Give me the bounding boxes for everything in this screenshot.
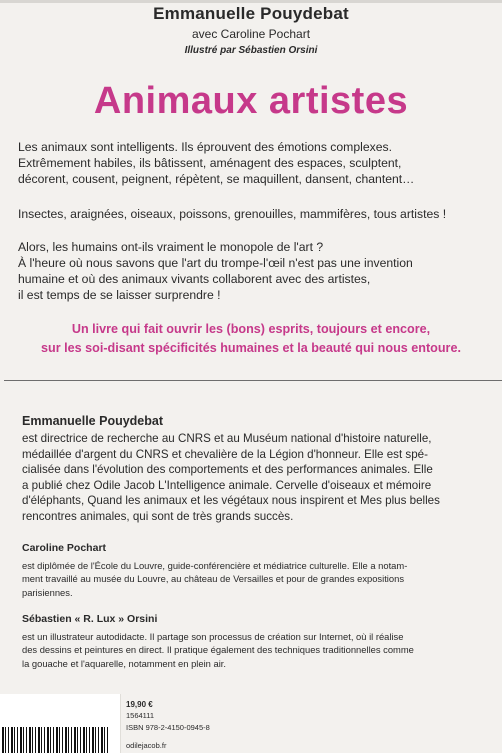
author-name: Emmanuelle Pouydebat <box>153 4 349 23</box>
blurb-line: Extrêmement habiles, ils bâtissent, aménagent des espaces, sculptent, <box>18 156 402 170</box>
bio-line: médaillée d'argent du CNRS et chevalière de la Légion d'honneur. Elle est spé- <box>22 447 428 461</box>
blurb-line: Alors, les humains ont-ils vraiment le monopole de l'art ? <box>18 240 324 254</box>
bio-line: la gouache et l'aquarelle, notamment en plein air. <box>22 657 227 669</box>
blurb-paragraph-2 <box>18 206 498 222</box>
bio-line: rencontres animales, qui sont de très grands succès. <box>22 509 294 523</box>
blurb-line: il est temps de se laisser surprendre ! <box>18 288 221 302</box>
bio-line: est diplômée de l'École du Louvre, guide-conférencière et médiatrice culturelle. Elle a notam- <box>22 560 408 571</box>
book-title: Animaux artistes <box>93 80 409 122</box>
bio-text-author <box>22 431 440 525</box>
publisher-website: odilejacob.fr <box>126 741 167 750</box>
bio-line: parisiennes. <box>22 586 73 598</box>
tagline-line: Un livre qui fait ouvrir les (bons) esprits, toujours et encore, <box>71 322 431 336</box>
coauthor-credit: avec Caroline Pochart <box>191 27 311 41</box>
tagline-line: sur les soi-disant spécificités humaines et la beauté qui nous entoure. <box>41 341 461 355</box>
illustrator-credit: Illustré par Sébastien Orsini <box>184 45 318 56</box>
bio-text-coauthor <box>22 559 407 599</box>
bio-line: d'éléphants, Quand les animaux et les végétaux nous inspirent et Mes plus belles <box>22 494 440 508</box>
bio-line: est un illustrateur autodidacte. Il partage son processus de création sur Internet, où il réalise <box>22 631 404 642</box>
bio-name-illustrator: Sébastien « R. Lux » Orsini <box>22 613 158 625</box>
blurb-paragraph-1 <box>18 139 498 187</box>
section-divider <box>4 380 502 381</box>
blurb-paragraph-3 <box>18 239 498 303</box>
top-rule <box>0 0 502 3</box>
bio-text-illustrator <box>22 630 414 670</box>
barcode <box>2 727 110 753</box>
blurb-line: humaine et où des animaux vivants collaborent avec des artistes, <box>18 272 371 286</box>
bio-line: ment travaillé au musée du Louvre, au château de Versailles et pour de grandes expositions <box>22 573 405 585</box>
blurb-line: Les animaux sont intelligents. Ils éprouvent des émotions complexes. <box>18 140 392 154</box>
isbn: ISBN 978-2-4150-0945-8 <box>126 723 210 732</box>
bio-line: a publié chez Odile Jacob L'Intelligence animale. Cervelle d'oiseaux et mémoire <box>22 478 432 492</box>
tagline <box>0 320 502 358</box>
price: 19,90 € <box>126 700 153 709</box>
bio-line: des dessins et peintures en direct. Il pratique également des techniques traditionnelles comme <box>22 644 414 656</box>
bio-line: cialisée dans l'évolution des comportements et des performances animales. Elle <box>22 463 433 477</box>
blurb-line: décorent, cousent, peignent, répètent, se maquillent, dansent, chantent… <box>18 172 415 186</box>
bio-name-coauthor: Caroline Pochart <box>22 542 107 554</box>
blurb-line: À l'heure où nous savons que l'art du trompe-l'œil n'est pas une invention <box>18 256 413 270</box>
bio-name-author: Emmanuelle Pouydebat <box>22 414 164 428</box>
blurb-line: Insectes, araignées, oiseaux, poissons, grenouilles, mammifères, tous artistes ! <box>18 207 447 221</box>
product-code: 1564111 <box>126 711 155 720</box>
bio-line: est directrice de recherche au CNRS et au Muséum national d'histoire naturelle, <box>22 432 432 445</box>
